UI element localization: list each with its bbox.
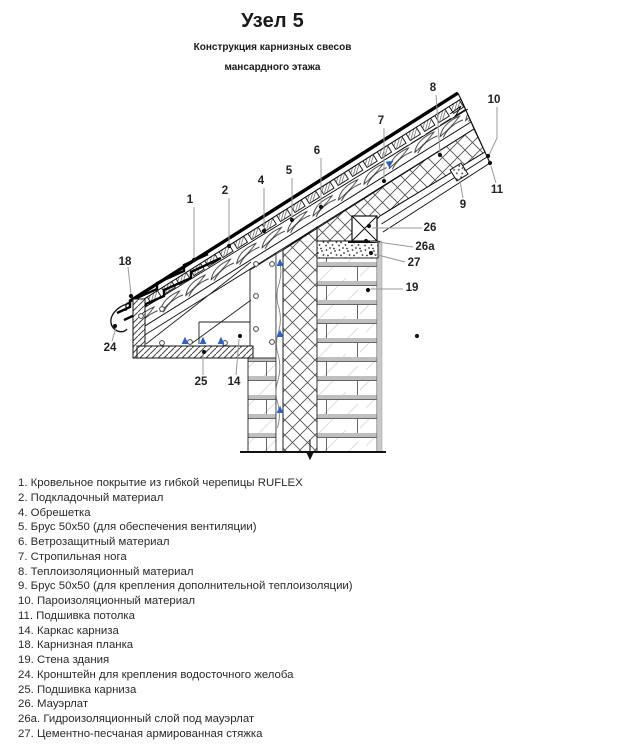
legend-item-10: 10. Пароизоляционный материал (18, 595, 196, 607)
page-title: Узел 5 (241, 10, 304, 32)
callout-label-14: 14 (227, 376, 241, 388)
legend-item-25: 25. Подшивка карниза (18, 683, 137, 696)
callout-label-19: 19 (405, 282, 419, 294)
wall-insulation-layer (283, 227, 317, 452)
subtitle-line-2: мансардного этажа (224, 62, 321, 73)
callout-label-5: 5 (285, 165, 293, 177)
vent-arrow (182, 337, 189, 344)
legend-item-4: 4. Обрешетка (18, 506, 91, 519)
legend-item-2: 2. Подкладочный материал (18, 491, 164, 504)
legend-item-7: 7. Стропильная нога (18, 550, 127, 563)
brick-wall (317, 258, 377, 452)
callout-label-1: 1 (186, 194, 194, 206)
legend-item-6: 6. Ветрозащитный материал (18, 536, 170, 548)
callout-label-8: 8 (429, 82, 437, 94)
wall-inner-leaf (248, 358, 276, 452)
legend-item-26: 26. Мауэрлат (18, 698, 89, 711)
vent-arrow (218, 337, 225, 344)
callout-label-6: 6 (313, 145, 321, 157)
legend-item-24: 24. Кронштейн для крепления водосточного желоба (18, 668, 294, 681)
legend-item-1: 1. Кровельное покрытие из гибкой черепицы RUFLEX (18, 477, 303, 489)
callout-label-7: 7 (377, 115, 385, 127)
soffit-board (137, 346, 253, 358)
legend (18, 476, 602, 742)
legend-item-8: 8. Теплоизоляционный материал (18, 565, 194, 578)
legend-item-14: 14. Каркас карниза (18, 624, 119, 637)
callout-label-4: 4 (257, 175, 265, 187)
callout-label-11: 11 (490, 184, 504, 196)
legend-item-5: 5. Брус 50х50 (для обеспечения вентиляции) (18, 521, 257, 534)
callout-label-9: 9 (459, 199, 467, 211)
callout-label-27: 27 (407, 257, 421, 269)
legend-item-26а: 26а. Гидроизоляционный слой под мауэрлат (18, 713, 255, 725)
legend-item-9: 9. Брус 50х50 (для крепления дополнительной теплоизоляции) (18, 580, 353, 593)
subtitle-line-1: Конструкция карнизных свесов (193, 42, 352, 53)
legend-item-11: 11. Подшивка потолка (18, 609, 135, 622)
legend-item-19: 19. Стена здания (18, 654, 110, 666)
callout-label-26: 26 (423, 222, 437, 234)
vent-arrow (200, 337, 207, 344)
cement-screed-band (317, 241, 378, 258)
airflow-down-arrow (307, 453, 314, 460)
callout-label-2: 2 (221, 185, 229, 197)
callout-label-24: 24 (103, 342, 117, 354)
legend-item-27: 27. Цементно-песчаная армированная стяжка (18, 727, 263, 740)
legend-item-18: 18. Карнизная планка (18, 639, 134, 652)
callout-label-10: 10 (487, 94, 501, 106)
wall-outer-face (377, 241, 382, 452)
callout-label-18: 18 (118, 256, 132, 268)
callout-label-26a: 26а (415, 241, 435, 253)
callout-label-25: 25 (194, 376, 208, 388)
